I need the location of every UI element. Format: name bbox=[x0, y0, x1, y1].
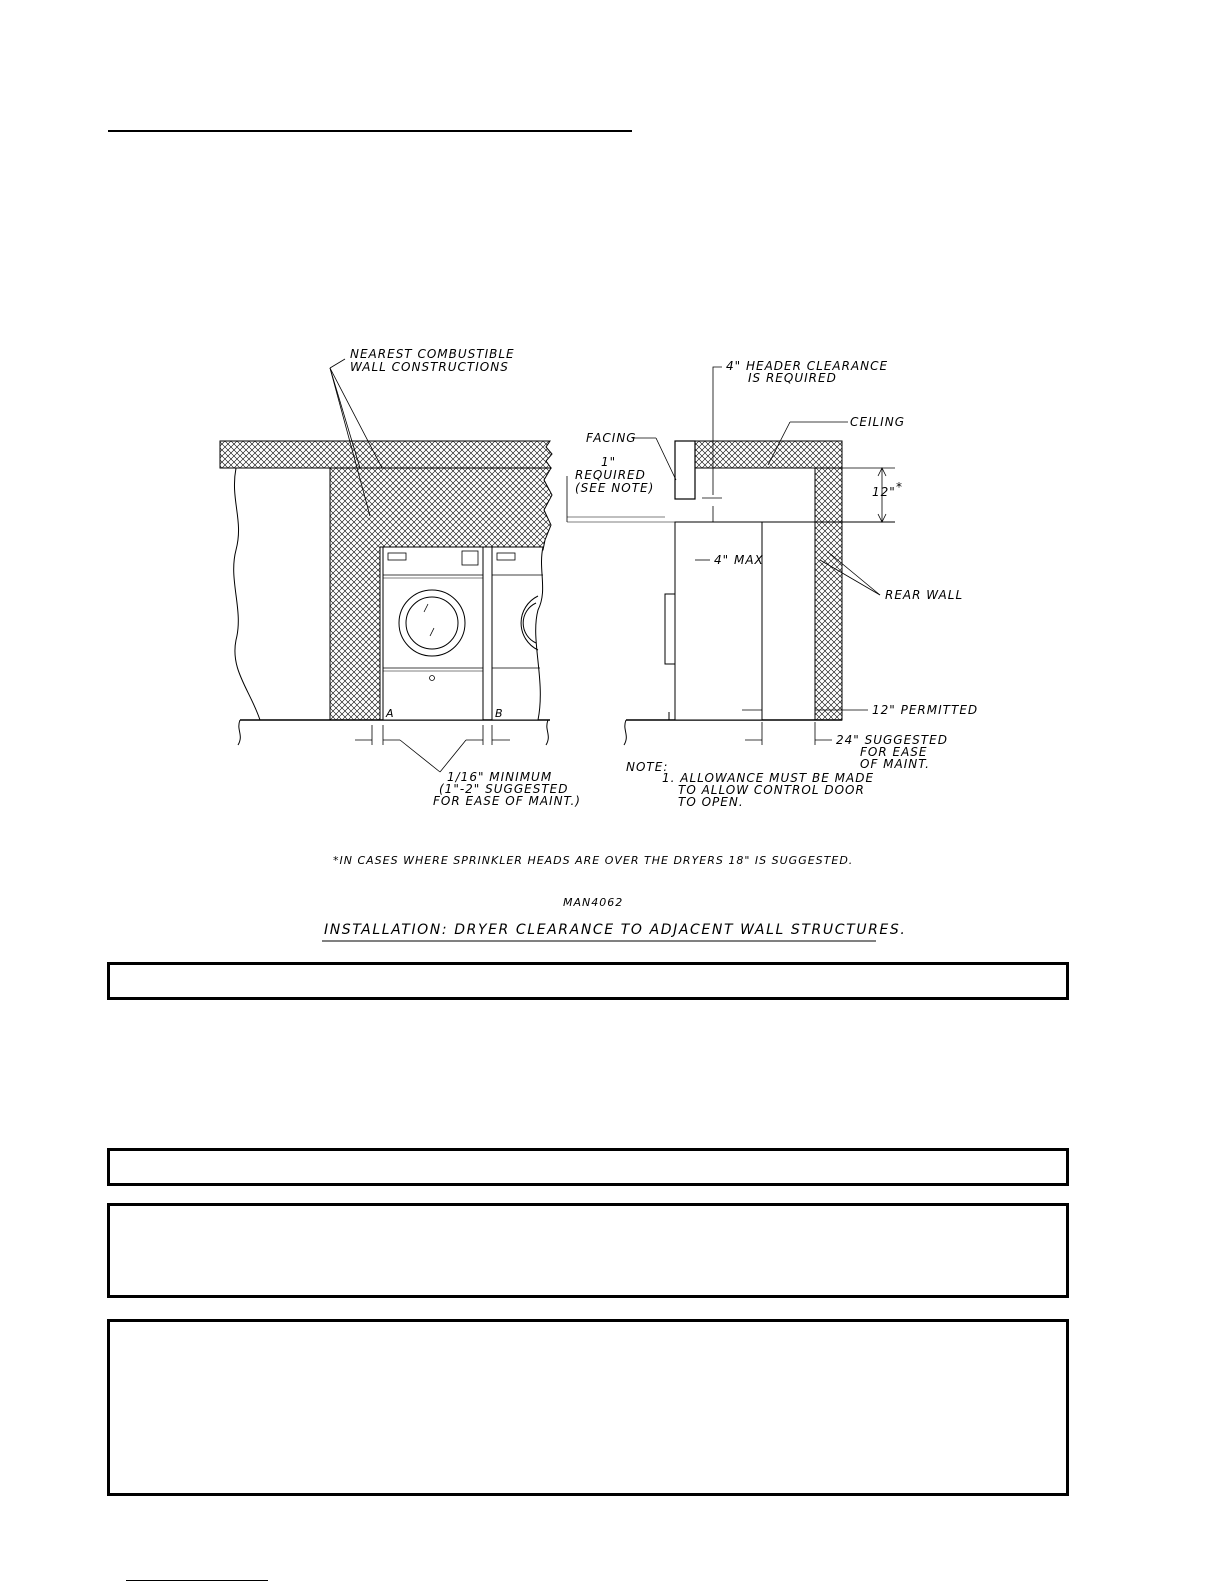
label-nearest-1: NEAREST COMBUSTIBLE bbox=[350, 347, 515, 361]
label-min-2: (1"-2" SUGGESTED bbox=[439, 782, 569, 796]
dryer-b-label: B bbox=[495, 707, 504, 720]
dryer-a bbox=[383, 547, 483, 720]
label-req-2: REQUIRED bbox=[575, 468, 646, 482]
box-4 bbox=[107, 1319, 1069, 1496]
label-permitted: 12" PERMITTED bbox=[872, 703, 979, 717]
label-sugg-3: OF MAINT. bbox=[860, 757, 930, 771]
side-ceiling-hatch bbox=[694, 441, 842, 468]
label-max4: 4" MAX bbox=[714, 553, 764, 567]
label-min-3: FOR EASE OF MAINT.) bbox=[433, 794, 581, 808]
facing bbox=[675, 441, 695, 499]
box-2 bbox=[107, 1148, 1069, 1186]
label-facing: FACING bbox=[586, 431, 637, 445]
note-line-2: TO ALLOW CONTROL DOOR bbox=[678, 783, 865, 797]
label-header-2: IS REQUIRED bbox=[748, 371, 837, 385]
label-twelve: 12" bbox=[872, 485, 896, 499]
label-sugg-1: 24" SUGGESTED bbox=[836, 733, 948, 747]
note-title: NOTE: bbox=[626, 760, 669, 774]
note-line-3: TO OPEN. bbox=[678, 795, 744, 809]
dryer-side bbox=[665, 522, 762, 720]
dryer-b bbox=[492, 547, 543, 720]
drawing-number: MAN4062 bbox=[563, 896, 624, 909]
sprinkler-note: *IN CASES WHERE SPRINKLER HEADS ARE OVER THE DRYERS 18" IS SUGGESTED. bbox=[333, 854, 854, 867]
label-ceiling: CEILING bbox=[850, 415, 905, 429]
label-sugg-2: FOR EASE bbox=[860, 745, 928, 759]
box-1 bbox=[107, 962, 1069, 1000]
rear-wall-hatch bbox=[815, 468, 842, 720]
front-ceiling-hatch bbox=[220, 441, 552, 468]
label-req-3: (SEE NOTE) bbox=[575, 481, 655, 495]
label-req-1: 1" bbox=[601, 455, 617, 469]
side-view bbox=[567, 359, 978, 809]
box-3 bbox=[107, 1203, 1069, 1298]
diagram-title: INSTALLATION: DRYER CLEARANCE TO ADJACENT WALL STRUCTURES. bbox=[324, 922, 907, 938]
note-line-1: 1. ALLOWANCE MUST BE MADE bbox=[662, 771, 875, 785]
dryer-a-label: A bbox=[386, 707, 395, 720]
label-asterisk: * bbox=[896, 480, 903, 494]
label-header-1: 4" HEADER CLEARANCE bbox=[726, 359, 889, 373]
label-rear-wall: REAR WALL bbox=[885, 588, 964, 602]
front-view bbox=[220, 347, 581, 808]
front-break-line bbox=[234, 468, 260, 720]
label-nearest-2: WALL CONSTRUCTIONS bbox=[350, 360, 509, 374]
label-min-1: 1/16" MINIMUM bbox=[447, 770, 553, 784]
